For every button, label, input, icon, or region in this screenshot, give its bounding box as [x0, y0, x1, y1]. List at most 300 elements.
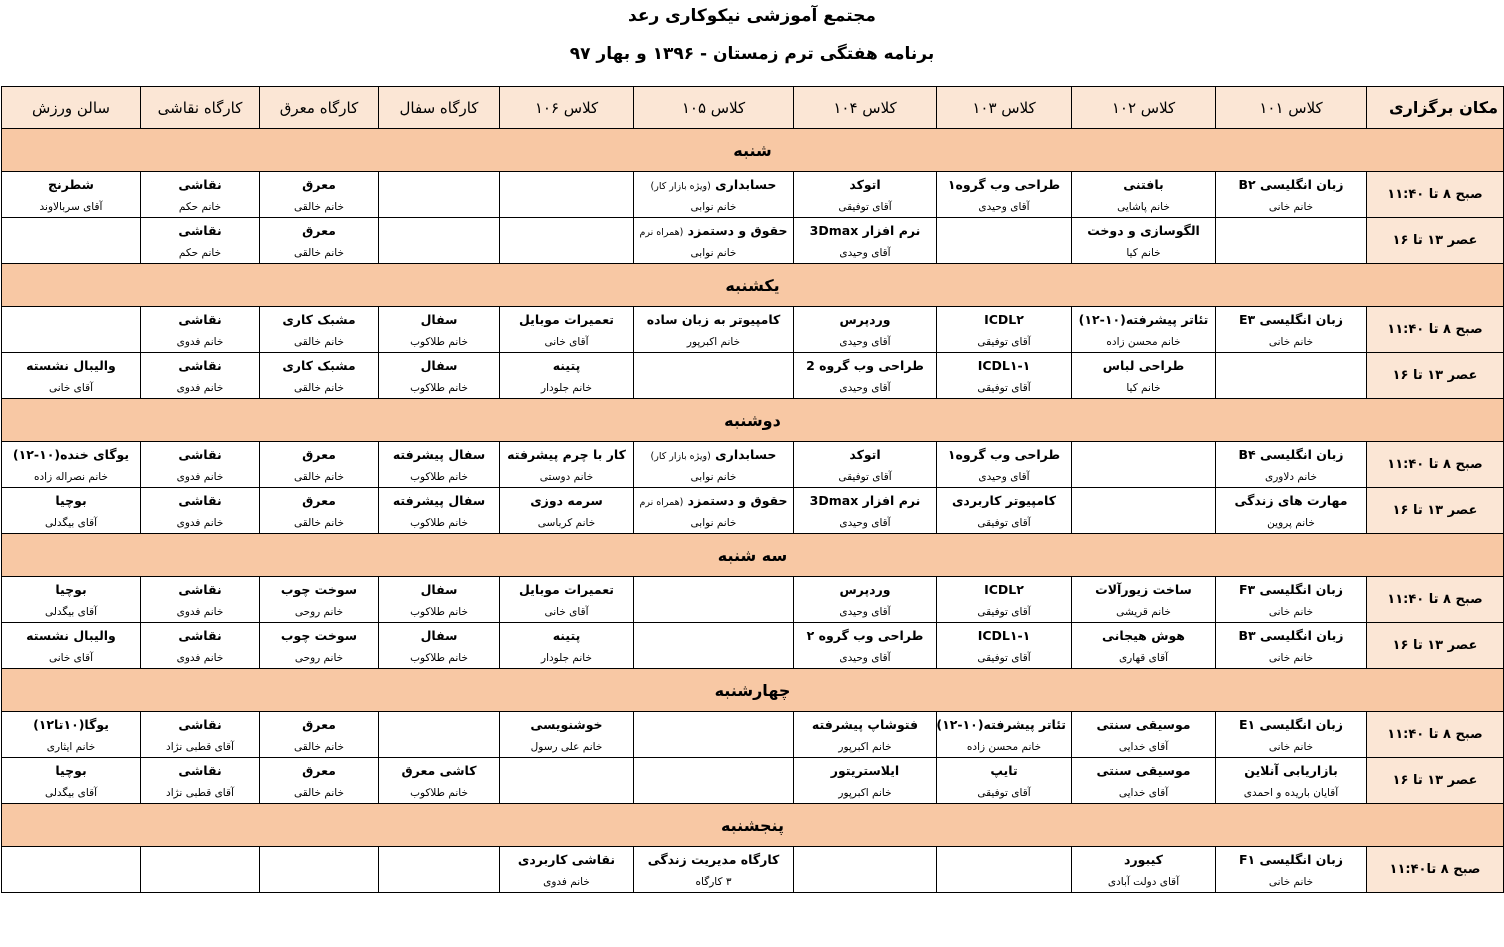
class-cell [379, 172, 500, 218]
class-name-text: بازاریابی آنلاین [1244, 762, 1338, 778]
day-name: دوشنبه [2, 399, 1504, 442]
teacher-name: خانم خانی [1268, 875, 1314, 888]
class-name [146, 312, 254, 327]
day-name: یکشنبه [2, 264, 1504, 307]
class-name [942, 582, 1066, 597]
teacher-name: آقای وحیدی [839, 381, 891, 394]
class-cell [1072, 307, 1216, 353]
class-name-text: تایپ [990, 762, 1018, 778]
class-name [799, 582, 931, 597]
class-name-text: سفال پیشرفته [392, 446, 486, 462]
header-row [2, 87, 1504, 129]
class-cell [937, 218, 1072, 264]
class-name-text: کیبورد [1124, 851, 1163, 867]
teacher-name: خانم اکبرپور [686, 335, 741, 348]
time-slot: صبح ۸ تا ۱۱:۴۰ [1367, 442, 1504, 488]
class-name [146, 358, 254, 373]
class-name [799, 493, 931, 508]
class-cell [2, 758, 141, 804]
day-name: چهارشنبه [2, 669, 1504, 712]
class-cell [1072, 218, 1216, 264]
teacher-name: خانم نوابی [690, 246, 737, 259]
class-name [505, 358, 628, 373]
teacher-name: خانم جلودار [541, 651, 592, 664]
class-cell [794, 307, 937, 353]
teacher-name: آقای وحیدی [839, 651, 891, 664]
class-cell [260, 442, 379, 488]
class-name [384, 493, 494, 508]
class-name [146, 763, 254, 778]
class-cell [937, 847, 1072, 893]
slot-row [2, 577, 1504, 623]
class-cell [1216, 307, 1367, 353]
class-name-text: اتوکد [849, 176, 881, 192]
class-name-text: معرق [302, 446, 336, 462]
class-cell [500, 577, 634, 623]
class-cell [634, 172, 794, 218]
day-name: شنبه [2, 129, 1504, 172]
teacher-name: آقای خانی [48, 381, 94, 394]
teacher-name: آقای خدایی [1118, 786, 1169, 799]
teacher-name: خانم خالقی [294, 335, 344, 348]
class-name [942, 447, 1066, 462]
teacher-name: خانم حکم [178, 200, 222, 213]
teacher-name: آقای خانی [48, 651, 94, 664]
class-name-text: نقاشی [178, 357, 222, 373]
slot-row [2, 172, 1504, 218]
class-cell [379, 442, 500, 488]
class-name-text: معرق [302, 176, 336, 192]
class-cell [937, 488, 1072, 534]
room-header: سالن ورزش [2, 87, 141, 129]
teacher-name: خانم فدوی [176, 516, 224, 529]
slot-row [2, 218, 1504, 264]
class-note: (ویژه بازار کار) [650, 450, 711, 462]
class-name [799, 763, 931, 778]
class-cell [141, 577, 260, 623]
class-note: (همراه نرم [639, 226, 684, 238]
class-name-text: معرق [302, 716, 336, 732]
class-name-text: زبان انگلیسی B۲ [1238, 176, 1344, 192]
teacher-name: خانم پاشایی [1117, 200, 1170, 213]
class-name [1077, 852, 1210, 867]
class-name [799, 447, 931, 462]
class-cell [379, 758, 500, 804]
time-slot: صبح ۸ تا۱۱:۴۰ [1367, 847, 1504, 893]
class-cell [260, 218, 379, 264]
room-header: کلاس ۱۰۴ [794, 87, 937, 129]
class-cell [141, 218, 260, 264]
class-name [639, 223, 788, 238]
class-name-text: سفال [420, 311, 458, 327]
teacher-name: خانم طلاکوب [410, 516, 468, 529]
class-cell [141, 847, 260, 893]
time-slot: صبح ۸ تا ۱۱:۴۰ [1367, 172, 1504, 218]
class-name-text: نقاشی [178, 716, 222, 732]
class-cell [634, 577, 794, 623]
class-name [265, 582, 373, 597]
class-cell [2, 488, 141, 534]
class-name [7, 628, 135, 643]
class-cell [794, 577, 937, 623]
class-name [146, 628, 254, 643]
teacher-name: آقای توفیقی [977, 381, 1031, 394]
class-cell [634, 442, 794, 488]
class-cell [141, 442, 260, 488]
teacher-name: خانم خالقی [294, 200, 344, 213]
class-cell [794, 172, 937, 218]
teacher-name: خانم دلاوری [1265, 470, 1317, 483]
class-cell [634, 758, 794, 804]
class-cell [500, 172, 634, 218]
teacher-name: خانم خالقی [294, 246, 344, 259]
class-cell [500, 218, 634, 264]
class-cell [2, 442, 141, 488]
class-cell [634, 307, 794, 353]
class-name-text: سفال [420, 581, 458, 597]
class-name [1077, 628, 1210, 643]
slot-row [2, 623, 1504, 669]
class-name-text: ایلاستریتور [830, 762, 900, 778]
class-name [799, 628, 931, 643]
class-cell [2, 307, 141, 353]
class-name-text: فتوشاپ پیشرفته [811, 716, 919, 732]
class-cell [937, 623, 1072, 669]
teacher-name: خانم ایثاری [46, 740, 96, 753]
class-cell [500, 758, 634, 804]
slot-row [2, 442, 1504, 488]
class-name [936, 716, 1066, 732]
class-cell [141, 488, 260, 534]
class-name-text: سوخت چوب [280, 581, 358, 597]
class-name-text: وردپرس [839, 311, 891, 327]
teacher-name: ۳ کارگاه [695, 875, 732, 888]
class-name [1077, 223, 1210, 238]
teacher-name: خانم نوابی [690, 200, 737, 213]
class-name [384, 447, 494, 462]
class-name [1221, 717, 1361, 732]
class-cell [2, 353, 141, 399]
class-name-text: ICDL۱-۱ [977, 357, 1031, 373]
class-name [942, 358, 1066, 373]
teacher-name: خانم طلاکوب [410, 470, 468, 483]
time-slot: صبح ۸ تا ۱۱:۴۰ [1367, 307, 1504, 353]
class-name [1221, 763, 1361, 778]
class-cell [937, 577, 1072, 623]
slot-row [2, 353, 1504, 399]
class-name [505, 447, 628, 462]
teacher-name: خانم فدوی [176, 651, 224, 664]
class-name-text: بافتنی [1123, 176, 1164, 192]
teacher-name: خانم نوابی [690, 516, 737, 529]
time-slot: صبح ۸ تا ۱۱:۴۰ [1367, 712, 1504, 758]
class-name [1077, 312, 1210, 327]
teacher-name: آقای وحیدی [978, 200, 1030, 213]
class-cell [260, 172, 379, 218]
class-name-text: یوگا(۱۰تا۱۲) [33, 716, 109, 732]
time-slot: عصر ۱۳ تا ۱۶ [1367, 218, 1504, 264]
class-cell [1072, 353, 1216, 399]
class-name [7, 763, 135, 778]
class-name-text: بوچیا [55, 492, 87, 508]
class-name [1221, 177, 1361, 192]
teacher-name: آقای بیگدلی [44, 605, 98, 618]
class-cell [260, 623, 379, 669]
day-row [2, 804, 1504, 847]
teacher-name: آقای خانی [544, 335, 589, 348]
room-header: کارگاه نقاشی [141, 87, 260, 129]
class-cell [2, 847, 141, 893]
teacher-name: خانم طلاکوب [410, 605, 468, 618]
teacher-name: خانم محسن زاده [1106, 335, 1181, 348]
class-name-text: سفال [420, 627, 458, 643]
teacher-name: آقای وحیدی [978, 470, 1030, 483]
class-name [265, 312, 373, 327]
class-name-text: سوخت چوب [280, 627, 358, 643]
class-cell [2, 172, 141, 218]
slot-row [2, 847, 1504, 893]
class-name-text: ICDL۲ [984, 581, 1024, 597]
class-cell [2, 712, 141, 758]
class-name-text: زبان انگلیسی B۴ [1238, 446, 1344, 462]
class-cell [141, 623, 260, 669]
class-cell [260, 712, 379, 758]
class-cell [937, 307, 1072, 353]
class-name [384, 312, 494, 327]
class-name-text: زبان انگلیسی F۱ [1239, 851, 1343, 867]
class-cell [1072, 847, 1216, 893]
class-name [799, 223, 931, 238]
class-name-text: کارگاه مدیریت زندگی [647, 851, 780, 867]
class-name-text: مشبک کاری [282, 311, 356, 327]
day-row [2, 669, 1504, 712]
class-name-text: شطرنج [48, 176, 94, 192]
class-name [942, 493, 1066, 508]
class-name-text: نقاشی [178, 627, 222, 643]
teacher-name: آقای وحیدی [839, 246, 891, 259]
class-cell [634, 623, 794, 669]
day-row [2, 534, 1504, 577]
class-name [505, 582, 628, 597]
teacher-name: آقای توفیقی [838, 470, 892, 483]
class-name-text: نقاشی [178, 492, 222, 508]
class-name [1077, 717, 1210, 732]
class-name-text: موسیقی سنتی [1096, 716, 1191, 732]
class-cell [794, 623, 937, 669]
teacher-name: آقای دولت آبادی [1107, 875, 1180, 888]
teacher-name: خانم نوابی [690, 470, 737, 483]
class-cell [500, 307, 634, 353]
teacher-name: خانم روحی [294, 651, 344, 664]
class-name [639, 177, 788, 192]
time-slot: عصر ۱۳ تا ۱۶ [1367, 353, 1504, 399]
slot-row [2, 488, 1504, 534]
class-name [265, 717, 373, 732]
class-name [384, 358, 494, 373]
class-name-text: کامپیوتر به زبان ساده [646, 311, 781, 327]
time-slot: عصر ۱۳ تا ۱۶ [1367, 488, 1504, 534]
teacher-name: خانم خالقی [294, 786, 344, 799]
class-name [146, 493, 254, 508]
teacher-name: آقای توفیقی [838, 200, 892, 213]
class-cell [794, 712, 937, 758]
teacher-name: آقایان باریده و احمدی [1243, 786, 1339, 799]
teacher-name: خانم خالقی [294, 470, 344, 483]
class-cell [2, 623, 141, 669]
class-cell [141, 758, 260, 804]
class-name [7, 177, 135, 192]
class-cell [379, 353, 500, 399]
room-header: کلاس ۱۰۱ [1216, 87, 1367, 129]
class-name [799, 177, 931, 192]
class-name [1221, 447, 1361, 462]
class-name [639, 852, 788, 867]
class-name-text: طراحی وب گروه۱ [947, 446, 1061, 462]
teacher-name: آقای وحیدی [839, 516, 891, 529]
teacher-name: آقای خانی [544, 605, 589, 618]
class-name-text: طراحی وب گروه 2 [806, 357, 924, 373]
class-name-text: نقاشی [178, 176, 222, 192]
page-title: مجتمع آموزشی نیکوکاری رعد [628, 6, 876, 26]
room-header: کلاس ۱۰۶ [500, 87, 634, 129]
class-cell [634, 712, 794, 758]
class-name-text: هوش هیجانی [1102, 627, 1185, 643]
class-cell [634, 353, 794, 399]
teacher-name: آقای خدایی [1118, 740, 1169, 753]
teacher-name: آقای وحیدی [839, 335, 891, 348]
class-name-text: نقاشی کاربردی [517, 851, 616, 867]
class-cell [1216, 218, 1367, 264]
day-row [2, 264, 1504, 307]
teacher-name: خانم خانی [1268, 740, 1314, 753]
class-name [7, 358, 135, 373]
class-cell [1216, 577, 1367, 623]
class-cell [1216, 758, 1367, 804]
class-name-text: اتوکد [849, 446, 881, 462]
teacher-name: خانم پروین [1267, 516, 1315, 529]
teacher-name: خانم خانی [1268, 335, 1314, 348]
teacher-name: خانم علی رسول [530, 740, 603, 753]
class-name [265, 628, 373, 643]
class-name [146, 223, 254, 238]
class-name-text: نرم افزار 3Dmax [809, 222, 921, 238]
class-name [265, 223, 373, 238]
class-name-text: حسابداری [715, 446, 777, 462]
class-note: (همراه نرم [639, 496, 684, 508]
class-name-text: نقاشی [178, 762, 222, 778]
class-name [505, 628, 628, 643]
teacher-name: خانم نصراله زاده [33, 470, 108, 483]
class-cell [794, 218, 937, 264]
class-cell [260, 847, 379, 893]
class-cell [500, 353, 634, 399]
class-name-text: نقاشی [178, 222, 222, 238]
teacher-name: آقای سربالاوند [39, 200, 103, 213]
room-header: کلاس ۱۰۵ [634, 87, 794, 129]
class-cell [937, 758, 1072, 804]
time-slot: صبح ۸ تا ۱۱:۴۰ [1367, 577, 1504, 623]
teacher-name: خانم خالقی [294, 516, 344, 529]
class-name-text: کار با چرم پیشرفته [507, 446, 626, 462]
class-name-text: سرمه دوزی [530, 492, 603, 508]
class-cell [379, 218, 500, 264]
class-name [146, 447, 254, 462]
class-cell [260, 488, 379, 534]
header-corner: مکان برگزاری [1367, 87, 1504, 129]
class-cell [1072, 442, 1216, 488]
day-row [2, 129, 1504, 172]
class-name [505, 312, 628, 327]
day-name: پنجشنبه [2, 804, 1504, 847]
class-name [1077, 582, 1210, 597]
class-name [7, 447, 135, 462]
class-name [384, 628, 494, 643]
class-name-text: زبان انگلیسی B۳ [1238, 627, 1344, 643]
teacher-name: آقای وحیدی [839, 605, 891, 618]
room-header: کلاس ۱۰۲ [1072, 87, 1216, 129]
class-name [146, 177, 254, 192]
class-name [1077, 177, 1210, 192]
class-name-text: ساخت زیورآلات [1095, 581, 1192, 597]
teacher-name: خانم خانی [1268, 605, 1314, 618]
class-name [639, 312, 788, 327]
class-cell [1216, 488, 1367, 534]
class-name-text: سفال پیشرفته [392, 492, 486, 508]
class-cell [1072, 623, 1216, 669]
teacher-name: خانم کیا [1126, 246, 1161, 259]
page-subtitle: برنامه هفتگی ترم زمستان - ۱۳۹۶ و بهار ۹۷ [569, 44, 935, 64]
class-name [942, 628, 1066, 643]
class-cell [379, 307, 500, 353]
teacher-name: خانم خالقی [294, 381, 344, 394]
teacher-name: خانم اکبرپور [838, 786, 892, 799]
class-name [146, 582, 254, 597]
class-name-text: مهارت های زندگی [1234, 492, 1348, 508]
teacher-name: آقای توفیقی [977, 605, 1031, 618]
class-name [942, 177, 1066, 192]
teacher-name: آقای قهاری [1118, 651, 1169, 664]
class-name [799, 717, 931, 732]
class-cell [260, 577, 379, 623]
class-cell [500, 712, 634, 758]
class-name [7, 717, 135, 732]
class-cell [1216, 172, 1367, 218]
class-cell [2, 218, 141, 264]
class-cell [1072, 712, 1216, 758]
class-cell [634, 847, 794, 893]
class-cell [937, 712, 1072, 758]
class-cell [379, 577, 500, 623]
class-name-text: نقاشی [178, 581, 222, 597]
teacher-name: آقای توفیقی [977, 335, 1031, 348]
class-name [942, 763, 1066, 778]
class-cell [794, 488, 937, 534]
class-note: (ویژه بازار کار) [650, 180, 711, 192]
class-cell [634, 488, 794, 534]
class-name [505, 493, 628, 508]
class-cell [1072, 577, 1216, 623]
teacher-name: خانم حکم [178, 246, 222, 259]
class-name-text: کاشی معرق [401, 762, 477, 778]
class-cell [260, 307, 379, 353]
class-name-text: والیبال نشسته [26, 357, 116, 373]
class-cell [500, 488, 634, 534]
class-cell [1072, 758, 1216, 804]
class-name [639, 447, 788, 462]
teacher-name: خانم محسن زاده [966, 740, 1042, 753]
teacher-name: آقای توفیقی [977, 651, 1031, 664]
class-name [942, 312, 1066, 327]
